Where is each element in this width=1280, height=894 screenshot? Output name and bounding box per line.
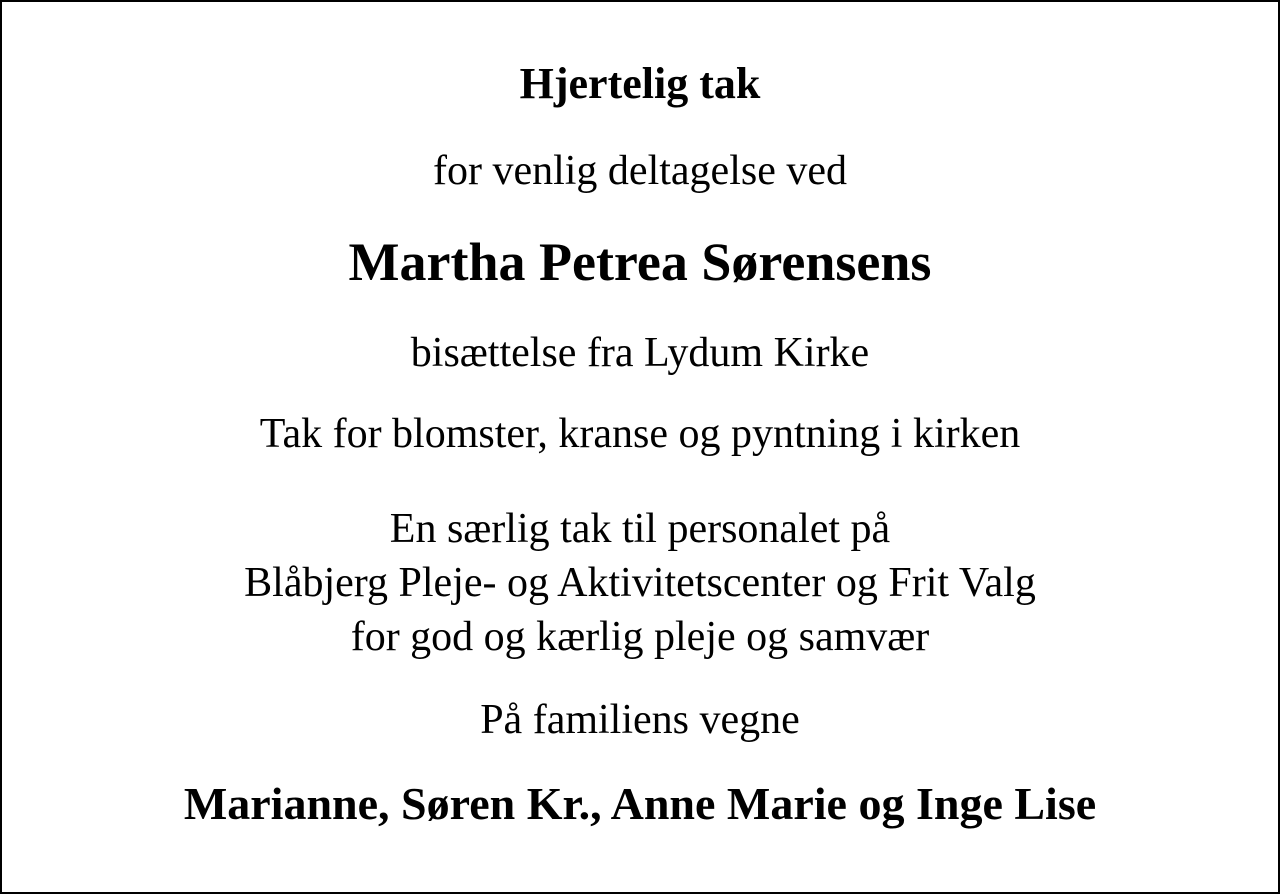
special-thanks xyxy=(2,502,1278,664)
special-thanks-line: En særlig tak til personalet på xyxy=(389,506,891,552)
special-thanks-line: Blåbjerg Pleje- og Aktivitetscenter og Frit Valg xyxy=(244,560,1036,606)
notice-heading: Hjertelig tak xyxy=(519,59,761,108)
ceremony-text: bisættelse fra Lydum Kirke xyxy=(410,330,870,376)
on-behalf-text: På familiens vegne xyxy=(480,697,800,743)
signers-names: Marianne, Søren Kr., Anne Marie og Inge Lise xyxy=(183,778,1097,829)
deceased-name: Martha Petrea Sørensens xyxy=(348,232,932,292)
intro-text: for venlig deltagelse ved xyxy=(432,148,847,194)
flowers-thanks: Tak for blomster, kranse og pyntning i kirken xyxy=(259,411,1021,457)
special-thanks-line: for god og kærlig pleje og samvær xyxy=(350,614,930,660)
